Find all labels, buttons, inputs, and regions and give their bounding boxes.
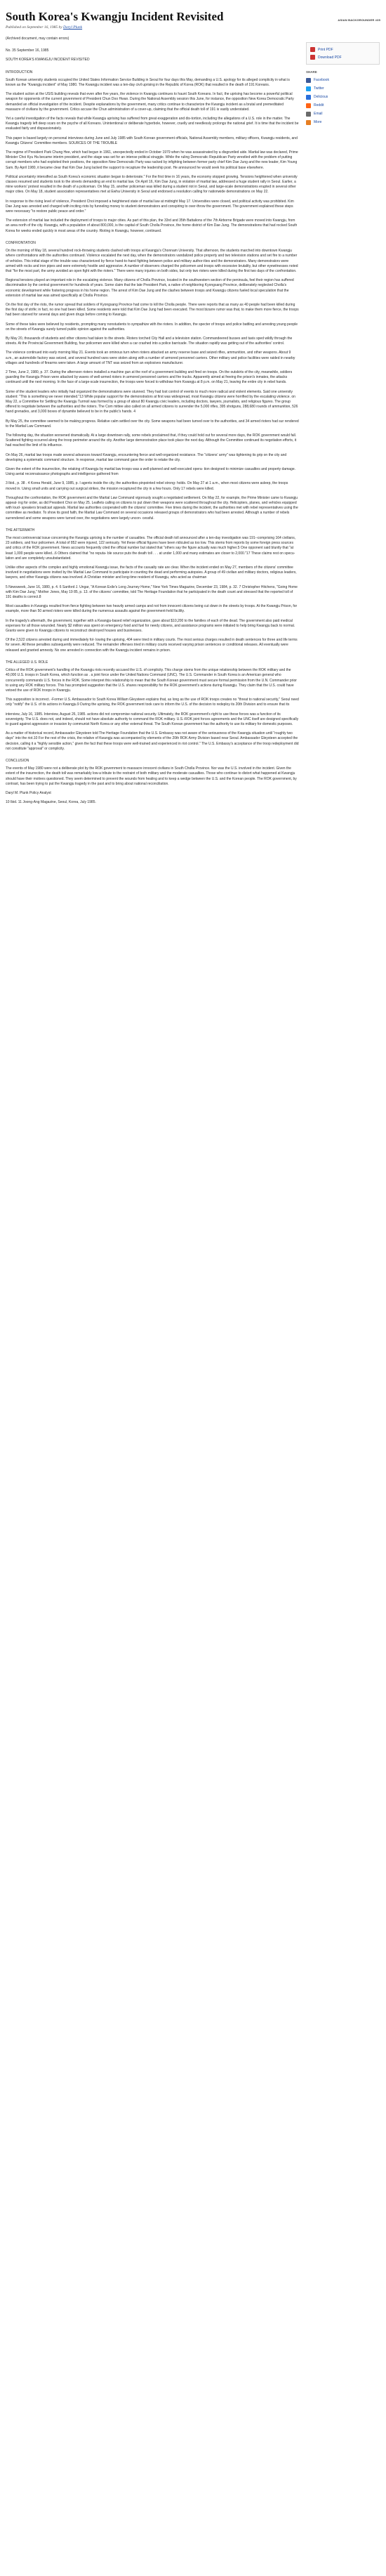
byline-prefix: Published on September 16, 1985 by xyxy=(6,25,62,30)
reddit-icon xyxy=(306,103,311,108)
article-paragraph: The regime of President Park Chung Hee, which had begun in 1961, unexpectedly ended in October 1979 when he was assassinated by a disgruntled aide. Martial law was declared, Prime Minister Choi Kyu Ha became interim president, and the stage was set for an intense political struggle. While the ruling Democratic Republican Party wrestled with the problem of putting corrupt members who had exploited their positions, the opposition New Democratic Party was racked by infighting between former party chief Kim Dae Jung and the new leader, Kim Young Sam. By April 1980, it became clear that Kim Dae Jung lacked the support to recapture the leadership post. He announced he would seek his political base elsewhere. xyxy=(6,150,298,170)
article-paragraph: Some of these tales were believed by residents, prompting many nonstudents to sympathize with the rioters. In addition, the specter of troops and police battling and arresting young people on the streets of Kwangju surely turned public opinion against the authorities. xyxy=(6,322,298,332)
page xyxy=(0,0,386,823)
tool-print-pdf[interactable] xyxy=(310,46,375,53)
article-paragraph: On the morning of May 18, several hundred rock-throwing students clashed with troops at Kwangju's Chonnam University. That afternoon, the students marched into downtown Kwangju where confrontations with the authorities continued. Violence escalated the next day, when the demonstrators vandalized police property and two television stations and set fire to a number of vehicles. This initial stage of the trouble was characterized by fierce hand-to-hand fighting between police and military author-ities and the demonstrators. Many demonstrators were armed with rocks and iron pipes and were extremely hostile and aggressive. A number of observers charged the policemen and troops with excessive brutality, but other eyewitnesses noted that "for the most part, the army avoided an open fight with the rioters." There were many injuries on both sides, but only two rioters were killed during the first two days of the confrontation. xyxy=(6,249,298,273)
article-body xyxy=(6,37,299,809)
article-paragraph: Most casualties in Kwangju resulted from fierce fighting between two heavily armed camps and not from innocent citizens being cut down in the streets by troops. At the Kwangju Prison, for example, more than 50 armed rioters were killed during the numerous assaults against the government-held facility. xyxy=(6,604,298,614)
article-paragraph: By May 25, the committee seemed to be making progress. Relative calm settled over the city. Some weapons had been turned over to the authorities, and 34 armed rioters had sur rendered to the Martial Law Command. xyxy=(6,419,299,429)
share-email[interactable] xyxy=(306,110,380,118)
share-twitter[interactable] xyxy=(306,84,380,93)
article-paragraph: In the tragedy's aftermath, the government, together with a Kwangju-based relief organization, gave about $10,200 to the families of each of the dead. The government also paid medical expenses for all those wounded. Nearly $2 million was spent on emergency food and fuel for needy citizens, and assistance programs were initiated to help bring Kwangju back to normal. Grants were given to Kwangju citizens to reconstruct destroyed houses and businesses. xyxy=(6,618,295,634)
author-link[interactable]: Daryl Plunk xyxy=(63,25,83,30)
article-paragraph: Given the extent of the insurrection, the retaking of Kwangju by martial law troops was a well-planned and well-executed opera- tion designed to minimize casualties and property damage. Using aerial reconnaissance photographs and intelligence gathered from xyxy=(6,467,296,477)
tool-label: Download PDF xyxy=(318,55,342,60)
series-label: ASIAN BACKGROUNDER #35 xyxy=(338,18,380,22)
byline xyxy=(6,25,380,30)
share-facebook[interactable] xyxy=(306,76,380,84)
share-reddit[interactable] xyxy=(306,101,380,110)
article-paragraph: Daryl M. Plunk Policy Analyst xyxy=(6,790,51,795)
facebook-icon xyxy=(306,78,311,83)
article-paragraph: By May 20, thousands of students and other citizens had taken to the streets. Rioters torched City Hall and a television station. Commandeered busses and taxis sped wildly through the streets. At the Provincial Government Building, four policemen were killed when a car crashed into a police barricade. The situation rapidly was getting out of the authorities' control. xyxy=(6,336,293,346)
article-paragraph: The student action at the USIS building reveals that even after five years, the violence in Kwangju continues to haunt South Koreans. In fact, the uprising has become a powerful political weapon for opponents of the current government of President Chun Doo Hwan. During the National Assembly session this June, for instance, the opposition New Korea Democratic Party demanded an official investigation of the incident. Despite explanations by the government, many critics continue to characterize the Kwangju incident as a brutal and premeditated massacre of civilians by the government. Critics accuse the Chun administration of a cover-up, claiming that the official death toll of 191 is vastly understated. xyxy=(6,92,294,112)
article-paragraph: No. 35 September 16, 1985 xyxy=(6,48,49,53)
article-paragraph: On the first day of the riots, the rumor spread that soldiers of Kyongsang Province had come to kill the Cholla people. There were reports that as many as 40 people had been killed during the first day of strife; in fact, no one had been killed. Some residents were told that Kim Dae Jung had been executed. The most bizarre rumor was that, to make them more fierce, the troops had been starved for several days and given drugs before coming to Kwangju. xyxy=(6,302,299,318)
article-paragraph: The extension of martial law included the deployment of troops to major cities. As part of this plan, the 33rd and 35th Battalions of the 7th Airborne Brigade were moved into Kwangju, from an area north of the city. Kwangju, with a population of about 800,000, is the capital of South Cholla Province, the home district of Kim Dae Jung. The demonstrations that had rocked South Korea for weeks ended quickly in most areas of the country. Rioting in Kwangju, however, continued. xyxy=(6,218,298,233)
section-heading: CONFRONTATION xyxy=(6,240,36,245)
pdf-icon xyxy=(310,47,315,52)
share-label: More xyxy=(314,120,322,124)
article-paragraph: The following day, the situation worsened dramatically. At a large downtown rally, some rebels proclaimed that, if they could hold out for several more days, the ROK government would fall. Scattered fighting occurred along the troop perimeter around the city. Another large demonstration place took place the next day. Although the Committee continued its negotiation efforts, it had reached the limit of its influence. xyxy=(6,433,297,448)
section-heading: THE AFTERMATH xyxy=(6,528,35,532)
article-paragraph: 5 Newsweek, June 16, 1980, p. 4. 6 Sanford J. Ungar, "A Korean Exile's Long Journey Home," New York Times Magazine, December 23, 1984, p. 32. 7 Christopher Hitchens, "Going Home with Kim Dae Jung," Mother Jones, May 19 85, p. 13. of the citizens' committee, told The Heritage Foundation that he participated in the death count and stressed that the reported toll of 191 deaths is correct.8 xyxy=(6,584,298,600)
article-paragraph: The events of May 1980 were not a deliberate plot by the ROK government to massacre innocent civilians in South Cholla Province. Nor was the U.S. involved in the incident. Given the extent of the insurrection, the death toll was remarkably low-a tribute to the restraint of both military and the moderate casualties. Those who continue to distort what happened at Kwangju should have their motives questioned. They seem determined to prevent the wounds from healing and to keep a wedge between the U.S. and the Korean people. The ROK government, by contrast, has been trying to put the Kwangju tragedy in the past and to bring about national reconciliation. xyxy=(6,766,297,786)
article-paragraph: The most controversial issue concerning the Kwangju uprising is the number of casualties. The official death toll announced after a ten-day investigation was 191--comprising 164 civilians, 23 soldiers, and four policemen. A total of 852 were injured, 122 seriously. Yet these official figures have been ridiculed as too low. This stems from reports by some foreign press sources and critics of the ROK government. News accounts frequently cited the official number but stated that "others say the figure actually was much higher.5 One opponent said bluntly that "at least 1,000 people were killed...6 Others claimed that "no reputa- ble source puts the death toll . . . at under 1,000 and many estimates are closer to 2,000."17 These claims rest on specu- lation and are completely unsubstantiated. xyxy=(6,536,296,561)
section-heading: THE ALLEGED U.S. ROLE xyxy=(6,660,48,665)
article-paragraph: Of the 2,522 citizens arrested during and immediately fol- lowing the uprising, 404 were tried in military courts. The most serious charges resulted in death sentences for three and life terms for seven. All these penalties subsequently were reduced. The remainder offenses tried in military courts received varying prison sentences or conditional releases. All eventually were released and granted amnesty. No one arrested in connection with the Kwangju incident remains in prison. xyxy=(6,638,298,653)
article-paragraph: South Korean university students occupied the United States Information Service Building in Seoul for four days this May, demanding a U.S. apology for its alleged complicity in what is known as the "Kwangju incident" of May 1980. The Kwangju incident was a ten-day civil uprising in the Republic of Korea (ROK) that resulted in the death of 191 Koreans. xyxy=(6,77,290,88)
article-paragraph: 3 Ibid., p. 38 . 4 Korea Herald, June 9, 1985, p. I agents inside the city, the authorities pinpointed rebel strong- holds. On May 27 at 1 a.m., when most citizens were asleep, the troops moved in. Using small units and carrying out surgical strikes, the mission recaptured the city in a few hours. Only 17 rebels were killed. xyxy=(6,481,288,491)
share-delicious[interactable] xyxy=(306,93,380,101)
pdf-icon xyxy=(310,55,315,60)
tool-download-pdf[interactable] xyxy=(310,53,375,61)
share-label: Reddit xyxy=(314,103,324,107)
article-paragraph: 10 Ibid. 11 Joong-Ang Magazine, Seoul, Korea, July 1985. xyxy=(6,800,96,805)
article-paragraph: In response to the rising level of violence, President Choi imposed a heightened state of martial law at midnight May 17. Universities were closed, and political activity was prohibited. Kim Dae Jung was arrested and charged with inciting riots by funneling money to student demonstrators and conspiring to over-throw the government. The government explained these steps were necessary "to restore public peace and order." xyxy=(6,199,294,214)
share-label: Twitter xyxy=(314,86,324,91)
article-title: South Korea's Kwangju Incident Revisited xyxy=(6,10,224,23)
article-paragraph: Critics of the ROK government's handling of the Kwangju riots recently accused the U.S. of complicity. This charge stems from the unique relationship between the ROK military and the 40,000 U.S. troops in South Korea, which function as . a joint force under the United Nations Command (UNC). The U.S. Commander in South Korea is an American general who concurrently commands U.S. forces in the ROK. Some interpret this relationship to mean that the South Korean government must secure formal permission from the U.N. Commander prior to using any ROK military forces. This has prompted suggestion that the U.S. shares responsibility for the ROK government's actions during Kwangju. They claim that the U.S. could have vetoed the use of ROK troops in Kwangju. xyxy=(6,668,297,693)
share-label: Facebook xyxy=(314,78,329,82)
article-paragraph: Political uncertainty intensified as South Korea's economic situation began to deteriorate." For the first time in 16 years, the economy stopped growing. Tensions heightened when university classes resumed and students took to the streets demanding an end to martial law. On April 16, Kim Dae Jung, in violation of martial law, addressed a huge student rally in Seoul. Earlier, a mine workers' protest resulted in the death of a policeman. On May 15, another policeman was killed during a student riot in Seoul, and large-scale demonstrations erupted in several other major cities. On May 18, student association representatives met at Ewha University in Seoul and endorsed a resolution calling for nationwide demonstrations on May 22. xyxy=(6,174,298,195)
more-icon xyxy=(306,120,311,125)
article-paragraph: Unlike other aspects of the complex and highly emotional Kwangju issue, the facts of the casualty rate are clear. When the incident ended on May 27, members of the citizens' committee involved in negotiations were invited by the Martial Law Command to participate in counting the dead and performing autopsies. A group of 49 civilian and military doctors, religious leaders, lawyers, and other Kwangju citizens was involved. A Christian minister and long-time resident of Kwangju, who acted as chairman xyxy=(6,565,297,580)
title-row xyxy=(6,10,380,24)
sidebar xyxy=(306,37,380,809)
share-list xyxy=(306,76,380,126)
section-heading: INTRODUCTION xyxy=(6,70,33,74)
share-heading: SHARE xyxy=(306,70,317,74)
article-paragraph: (Archived document, may contain errors) xyxy=(6,37,69,41)
tool-label: Print PDF xyxy=(318,47,333,52)
article-paragraph: This supposition is incorrect. -Former U.S. Ambassador to South Korea William Gleysteen explains that, as long as the use of ROK troops creates no "threat to national security," Seoul need only "notify" the U.S. of its actions in Kwangju.9 During the uprising, the ROK government took care to inform the U.S. of the decision to redeploy its 20th Division and to ensure that its xyxy=(6,698,299,707)
share-label: Email xyxy=(314,112,323,116)
article-paragraph: Throughout the confrontation, the ROK government and the Martial Law Command vigorously sought a negotiated settlement. On May 22, for example, the Prime Minister came to Kwangju appeal- ing for order, as did President Choi on May 25. Leaflets calling on citizens to put down their weapons were scattered throughout the city. Helicopters, planes, and vehicles equipped with loud- speakers broadcast appeals. Martial law authorities cooperated with the citizens' committee. Five times during the incident, the authorities met with rebel representatives using the committee as mediator. To show its good faith, the Martial Law Command on several occasions released groups of demonstrators who had been arrested. Although a number of rebels surrendered and some weapons were turned over, the negotiations were largely uncon- cessful. xyxy=(6,495,298,521)
article-paragraph: 2 Time, June 2, 1980, p. 37. During the afternoon rioters installed a machine gun at the roof of a government building and fired on troops. On the outskirts of the city, meanwhile, soldiers guarding the Kwangju Prison were attacked by waves of well-armed rioters in armored personnel carriers and fire trucks. Apparently aimed at freeing the prison's inmates, the attacks continued until the next morning. In the face of a large-scale insurrection, the troops were forced to withdraw from Kwangju at 8 p.m. on May 21, leaving the entire city in rebel hands. xyxy=(6,370,293,385)
article-paragraph: The violence continued into early morning May 21. Events took an ominous turn when rioters attacked an army reserve base and seized rifles, ammunition, and other weapons. About 9 a.m., an automobile factory was seized, and several hundred vans were stolen along with a number of armored personnel carriers. Other military and police facilities were raided in nearby villages and hundreds of firearms were taken. A large amount of TNT was seized from an explosives manufacturer. xyxy=(6,351,295,365)
article-paragraph: On May 26, martial law troops made several advances toward Kwangju, encountering fierce and well-organized resistance. The "citizens' army" was tightening its grip on the city and developing a systematic command structure. In response, martial law command gave the order to retake the city. xyxy=(6,452,287,462)
section-heading: CONCLUSION xyxy=(6,758,29,763)
article-paragraph: SOUTH KOREA'S KWANGJU INCIDENT REVISITED xyxy=(6,58,90,63)
article-paragraph: interview, July 16, 1985. Interview, August 26, 1985. actions did not compromise national security. Ultimately, the ROK government's right to use these forces was a function of its sovereignty. The U.S. does not, and indeed, should not have absolute authority to command the ROK military. U.S.-ROK joint forces agreements and the UNC itself are designed specifically to guard against aggression or invasion by communist North Korea or any other external threat. The South Korean government has the authority to use its military for domestic purposes. xyxy=(6,712,299,726)
share-label: Delicious xyxy=(314,95,328,99)
twitter-icon xyxy=(306,86,311,91)
article-paragraph: Some of the student leaders who initially had organized the demonstrations were stunned. They had lost control of events to much more radical and violent elements. Said one university student: "This is something we never intended."13 While popular support for the demonstrators at first was widespread, most Kwangju citizens were horrified by the escalating violence. on May 22, a Committee for Settling the Kwangju Turmoil was formed by a group of about 80 Kwangju civic leaders, including doctors, lawyers, journalists, and religious figures. The group offered to negotiate between the authorities and the rioters. The Com mittee also called on all armed citizens to surrender the 5,000 rifles, 395 shotguns, 288,680 rounds of ammunition, 526 hand grenades, and 3,000 boxes of dynamite believed to be in the public's hands. 4 xyxy=(6,389,298,414)
email-icon xyxy=(306,112,311,117)
article-paragraph: As a matter of historical record, Ambassador Gleysteen told The Heritage Foundation that the U.S. Embassy was not aware of the seriousness of the Kwangju situation until "roughly two days" into the riot.10 For the rest of the crisis, the relative of Kwangju was accompanied by elements of the 20th ROK Army Division based near Seoul. Ambassador Gleysteen accepted the decision, calling it a "highly sensible action," given the fact that these troops were well-trained and experienced in riot control." The U.S. Embassy's acceptance of the troop redeployment did not constitute "approval" or complicity. xyxy=(6,731,299,751)
article-paragraph: This paper is based largely on personal interviews during June and July 1985 with South Korean government officials, National Assembly members, military officers, Kwangju residents, and Kwangju Citizens' Committee members. SOURCES OF THE TROUBLE xyxy=(6,136,298,145)
tools-box xyxy=(306,42,380,65)
content-layout xyxy=(6,37,380,809)
delicious-icon xyxy=(306,95,311,100)
article-paragraph: Yet a careful investigation of the facts reveals that while Kwangju uprising has suffered from great exaggeration and dis-tortion, including the allegations of a U.S. role in the matter. The Kwangju tragedy left deep scars on the psyche of all Koreans. Unintentional or deliberate hyperbole, however, cruelly and needlessly prolongs the national grief. It is time that the incident be evaluated fairly and dispassionately. xyxy=(6,117,299,131)
article-paragraph: Regional tensions played an important role in the escalating violence. Many citizens of Cholla Province, located in the southwestern section of the peninsula, feel their region has suffered discrimination by the central government for hundreds of years. Some claim that the late President Park, a native of neighboring Kyongsang Province, deliberately neglected Cholla's economic development while fostering progress in his home region. The arrest of Kim Dae Jung and the clashes between troops and Kwangju citizens fueled local speculation that the extension of martial law was aimed specifically at Cholla Province. xyxy=(6,278,294,298)
share-more[interactable] xyxy=(306,118,380,126)
